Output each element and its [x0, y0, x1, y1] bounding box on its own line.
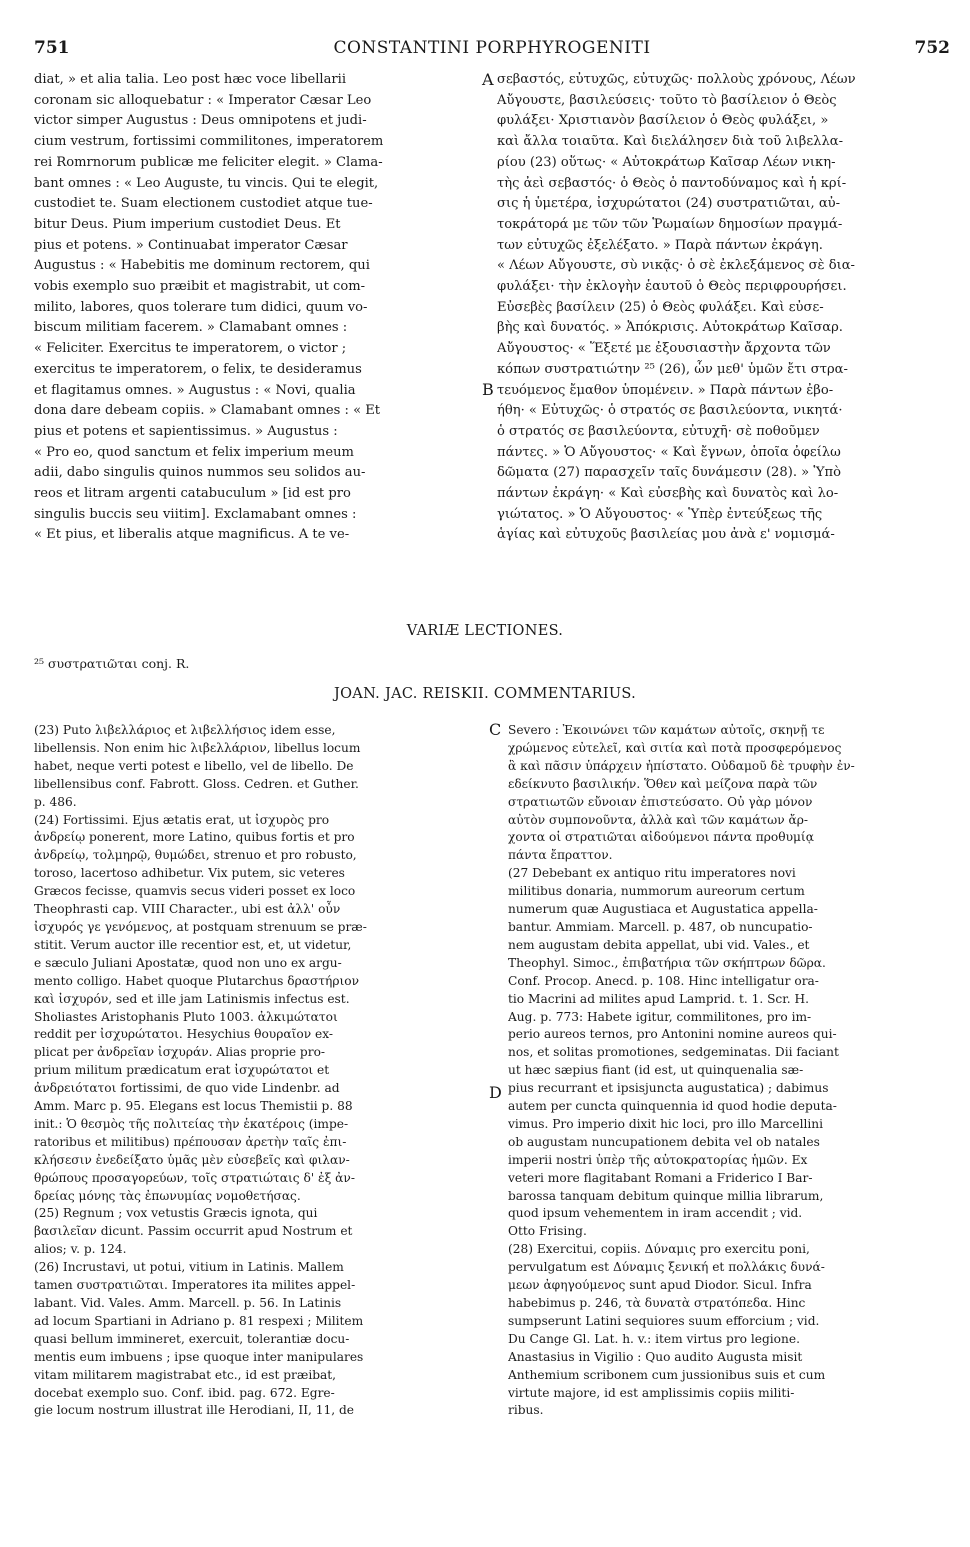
commentary-line: habet, neque verti potest e libello, vel de libello. De: [34, 758, 354, 773]
commentary-line: numerum quæ Augustiaca et Augustatica appella-: [508, 902, 818, 917]
commentary-line: εδείκνυτο βασιλικήν. Ὅθεν καὶ μείζονα παρὰ τῶν: [508, 776, 818, 791]
margin-marker-b: B: [482, 380, 494, 399]
commentary-line: libellensibus conf. Fabrott. Gloss. Cedren. et Guther.: [34, 776, 359, 791]
commentary-line: perio aureos ternos, pro Antonini nomine aureos qui-: [508, 1027, 837, 1042]
commentary-line: (25) Regnum ; vox vetustis Græcis ignota, qui: [34, 1206, 318, 1221]
text-line: φυλάξει· Χριστιανὸν βασίλειον ὁ Θεὸς φυλάξει, »: [497, 113, 829, 129]
commentary-line: ἀνδρειότατοι fortissimi, de quo vide Lindenbr. ad: [34, 1081, 340, 1096]
commentary-line: init.: Ὁ θεσμὸς τῆς πολιτείας τὴν ἑκατέροις (impe-: [34, 1116, 349, 1131]
variae-lectiones-heading: VARIÆ LECTIONES.: [406, 623, 564, 639]
text-line: reos et litram argenti catabuculum » [id est pro: [34, 486, 351, 502]
commentary-line: e sæculo Juliani Apostatæ, quod non uno ex argu-: [34, 955, 342, 970]
commentary-line: πάντα ἔπραττον.: [508, 848, 613, 863]
commentary-line: plicat per ἀνδρεῖαν ἰσχυράν. Alias proprie pro-: [34, 1045, 326, 1060]
text-line: Αὔγουστε, βασιλεύσεις· τοῦτο τὸ βασίλειον ὁ Θεὸς: [497, 92, 837, 108]
commentary-line: reddit per ἰσχυρώτατοι. Hesychius θουραῖον ex-: [34, 1027, 333, 1042]
text-line: cium vestrum, fortissimi commilitones, imperatorem: [34, 134, 384, 150]
commentary-heading: JOAN. JAC. REISKII. COMMENTARIUS.: [334, 686, 636, 702]
text-line: « Feliciter. Exercitus te imperatorem, o victor ;: [34, 341, 347, 357]
text-line: exercitus te imperatorem, o felix, te desideramus: [34, 361, 362, 377]
commentary-line: vitam militarem magistrabat etc., id est præibat,: [34, 1367, 337, 1382]
variant-reading-note: ²⁵ συστρατιῶται conj. R.: [34, 656, 190, 671]
text-line: κόπων συστρατιώτην ²⁵ (26), ὧν μεθ' ὑμῶν ἔτι στρα-: [497, 361, 848, 377]
commentary-line: mento colligo. Habet quoque Plutarchus δραστήριον: [34, 973, 360, 988]
page-header: [34, 38, 950, 62]
commentary-line: alios; v. p. 124.: [34, 1242, 127, 1257]
commentary-line: θρώπους προσαγορεύων, τοῖς στρατιώταις δ' ἐξ ἀν-: [34, 1170, 355, 1185]
commentary-line: gie locum nostrum illustrat ille Herodiani, II, 11, de: [34, 1403, 355, 1418]
commentary-line: Anastasius in Vigilio : Quo audito Augusta misit: [508, 1349, 803, 1364]
commentary-line: ad locum Spartiani in Adriano p. 81 respexi ; Militem: [34, 1313, 364, 1328]
text-line: Εὐσεβὲς βασίλειν (25) ὁ Θεὸς φυλάξει. Καὶ εὐσε-: [497, 299, 824, 315]
commentary-line: mentis eum imbuens ; ipse quoque inter manipulares: [34, 1349, 364, 1364]
commentary-line: ratoribus et militibus) πρέπουσαν ἀρετὴν ταῖς ἐπι-: [34, 1134, 347, 1149]
commentary-line: autem per cuncta quinquennia id quod hodie deputa-: [508, 1099, 837, 1114]
commentary-line: χρώμενος εὐτελεῖ, καὶ σιτία καὶ ποτὰ προσφερόμενος: [508, 740, 842, 755]
text-line: Augustus : « Habebitis me dominum rectorem, qui: [34, 258, 370, 274]
commentary-line: Severo : Ἐκοινώνει τῶν καμάτων αὐτοῖς, σκηνῇ τε: [508, 723, 825, 737]
latin-text-column: [34, 70, 480, 546]
commentary-line: (28) Exercitui, copiis. Δύναμις pro exercitu poni,: [508, 1242, 810, 1257]
text-line: custodiet te. Suam electionem custodiet atque tue-: [34, 196, 373, 212]
commentary-line: pius recurrant et ipsisjuncta augustatica) ; dabimus: [508, 1081, 829, 1096]
margin-marker-c: C: [489, 720, 502, 739]
commentary-line: Græcos fecisse, quamvis secus videri posset ex loco: [34, 884, 356, 899]
text-line: rei Romrnorum publicæ me feliciter elegit. » Clama-: [34, 154, 383, 170]
commentary-line: ut hæc sæpius fiant (id est, ut quinquenalia sæ-: [508, 1063, 804, 1078]
text-line: πάντων ἐκράγη· « Καὶ εὐσεβὴς καὶ δυνατὸς καὶ λο-: [497, 486, 839, 502]
text-line: coronam sic alloquebatur : « Imperator Cæsar Leo: [34, 92, 372, 108]
text-line: ἁγίας καὶ εὐτυχοῦς βασιλείας μου ἀνὰ ε' νομισμά-: [497, 527, 835, 543]
commentary-line: stitit. Verum auctor ille recentior est, et, ut videtur,: [34, 937, 352, 952]
commentary-line: (23) Puto λιβελλάριος et λιβελλήσιος idem esse,: [34, 723, 336, 737]
commentary-line: ob augustam nuncupationem debita vel ob natales: [508, 1134, 820, 1149]
text-line: ρίου (23) οὕτως· « Αὐτοκράτωρ Καῖσαρ Λέων νικη-: [497, 154, 836, 170]
text-line: ὁ στρατός σε βασιλεύοντα, εὐτυχῆ· σὲ ποθοῦμεν: [497, 423, 820, 439]
commentary-line: toroso, lacertoso adhibetur. Vix putem, sic veteres: [34, 866, 345, 881]
text-line: γιώτατος. » Ὁ Αὔγουστος· « Ὑπὲρ ἐντεύξεως τῆς: [497, 506, 823, 522]
commentary-line: veteri more flagitabant Romani a Friderico I Bar-: [508, 1170, 813, 1185]
text-line: σεβαστός, εὐτυχῶς, εὐτυχῶς· πολλοὺς χρόνους, Λέων: [497, 72, 856, 87]
text-line: et flagitamus omnes. » Augustus : « Novi, qualia: [34, 382, 356, 398]
commentary-line: βασιλεῖαν dicunt. Passim occurrit apud Nostrum et: [34, 1224, 353, 1239]
commentary-line: bantur. Ammiam. Marcell. p. 487, ob nuncupatio-: [508, 919, 813, 934]
commentary-line: barossa tanquam debitum quinque millia librarum,: [508, 1188, 824, 1203]
commentary-line: αὐτὸν συμπονοῦντα, ἀλλὰ καὶ τῶν καμάτων ἄρ-: [508, 812, 809, 827]
commentary-line: militibus donaria, nummorum aureorum certum: [508, 884, 805, 899]
commentary-line: prium militum prædicatum erat ἰσχυρώτατοι et: [34, 1063, 330, 1078]
commentary-line: χοντα οἱ στρατιῶται αἰδούμενοι πάντα προθυμίᾳ: [508, 830, 814, 845]
page-number-left: 751: [34, 38, 70, 58]
commentary-line: nos, et solitas promotiones, sedgeminatas. Dii faciant: [508, 1045, 839, 1060]
commentary-line: labant. Vid. Vales. Amm. Marcell. p. 56. In Latinis: [34, 1296, 342, 1310]
text-line: milito, labores, quos tolerare tum didici, quum vo-: [34, 299, 368, 315]
text-line: victor simper Augustus : Deus omnipotens et judi-: [34, 113, 367, 129]
commentary-line: κλήσεσιν ἐνεδείξατο ὑμᾶς μὲν εὐσεβεῖς καὶ φιλαν-: [34, 1152, 350, 1167]
text-line: Αὔγουστος· « Ἕξετέ με ἐξουσιαστὴν ἄρχοντα τῶν: [497, 341, 831, 357]
text-line: πάντες. » Ὁ Αὔγουστος· « Καὶ ἔγνων, ὁποῖα ὀφείλω: [497, 444, 841, 460]
commentary-line: στρατιωτῶν εὔνοιαν ἐπιστεύσατο. Οὐ γὰρ μόνον: [508, 794, 813, 809]
commentary-line: virtute majore, id est amplissimis copiis militi-: [508, 1385, 795, 1400]
commentary-line: (24) Fortissimi. Ejus ætatis erat, ut ἰσχυρὸς pro: [34, 812, 330, 827]
text-line: σις ἡ ὑμετέρα, ἰσχυρώτατοι (24) συστρατιῶται, αὐ-: [497, 196, 841, 212]
text-line: vobis exemplo suo præibit et magistrabit, ut com-: [34, 279, 366, 295]
commentary-line: Anthemium scribonem cum jussionibus suis et cum: [508, 1367, 826, 1382]
text-line: καὶ ἄλλα τοιαῦτα. Καὶ διελάλησεν διὰ τοῦ λιβελλα-: [497, 134, 844, 150]
commentary-line: Theophrasti cap. VIII Character., ubi est ἀλλ' οὖν: [34, 902, 341, 917]
greek-text-column: [497, 70, 953, 546]
text-line: biscum militiam facerem. » Clamabant omnes :: [34, 320, 348, 336]
text-line: τὴς ἀεὶ σεβαστός· ὁ Θεὸς ὁ παντοδύναμος καὶ ἡ κρί-: [497, 175, 847, 191]
commentary-line: sumpserunt Latini sequiores suum efforcium ; vid.: [508, 1313, 820, 1328]
commentary-line: (26) Incrustavi, ut potui, vitium in Latinis. Mallem: [34, 1260, 344, 1275]
text-line: pius et potens. » Continuabat imperator Cæsar: [34, 237, 348, 253]
text-line: dona dare debeam copiis. » Clamabant omnes : « Et: [34, 403, 381, 419]
commentary-line: μεων ἀφηγούμενος sunt apud Diodor. Sicul. Infra: [508, 1278, 812, 1293]
commentary-line: Sholiastes Aristophanis Pluto 1003. ἀλκιμώτατοι: [34, 1009, 338, 1024]
commentary-line: Du Cange Gl. Lat. h. v.: item virtus pro legione.: [508, 1331, 800, 1346]
page-number-right: 752: [914, 38, 950, 58]
text-line: τευόμενος ἔμαθον ὑπομένειν. » Παρὰ πάντων ἐβο-: [497, 382, 834, 398]
commentary-line: libellensis. Non enim hic λιβελλάριον, libellus locum: [34, 740, 361, 755]
text-line: singulis buccis seu viitim]. Exclamabant omnes :: [34, 506, 357, 522]
commentary-line: pervulgatum est Δύναμις ξενική et πολλάκις δυνά-: [508, 1260, 825, 1275]
commentary-line: καὶ ἰσχυρόν, sed et ille jam Latinismis infectus est.: [34, 991, 350, 1006]
commentary-line: δρείας μόνης τὰς ἐπωνυμίας νομοθετήσας.: [34, 1188, 301, 1203]
commentary-line: Aug. p. 773: Habete igitur, commilitones, pro im-: [508, 1009, 812, 1024]
commentary-line: Theophyl. Simoc., ἐπιβατήρια τῶν σκήπτρων δῶρα.: [508, 955, 826, 970]
commentary-left-column: [34, 722, 478, 1420]
commentary-line: quod ipsum vehementem in iram accendit ; vid.: [508, 1206, 803, 1221]
commentary-line: quasi bellum immineret, exercuit, tolerantiæ docu-: [34, 1331, 350, 1346]
commentary-line: vimus. Pro imperio dixit hic loci, pro illo Marcellini: [508, 1116, 824, 1131]
commentary-line: Conf. Procop. Anecd. p. 108. Hinc intelligatur ora-: [508, 973, 819, 988]
text-line: « Λέων Αὔγουστε, σὺ νικᾷς· ὁ σὲ ἐκλεξάμενος σὲ δια-: [497, 258, 855, 274]
commentary-right-column: [508, 722, 954, 1420]
text-line: των εὐτυχῶς ἐξελέξατο. » Παρὰ πάντων ἐκράγη.: [497, 237, 823, 253]
text-line: « Et pius, et liberalis atque magnificus. A te ve-: [34, 527, 350, 543]
text-line: δῶματα (27) παρασχεῖν ταῖς δυνάμεσιν (28). » Ὑπὸ: [497, 465, 841, 481]
commentary-line: habebimus p. 246, τὰ δυνατὰ στρατόπεδα. Hinc: [508, 1296, 806, 1310]
commentary-line: (27 Debebant ex antiquo ritu imperatores novi: [508, 866, 796, 881]
text-line: βὴς καὶ δυνατός. » Ἀπόκρισις. Αὐτοκράτωρ Καῖσαρ.: [497, 320, 843, 336]
commentary-line: ἀνδρείῳ ponerent, more Latino, quibus fortis et pro: [34, 830, 355, 845]
commentary-line: ἀνδρείῳ, τολμηρῷ, θυμώδει, strenuo et pro robusto,: [34, 848, 357, 863]
commentary-line: imperii nostri ὑπὲρ τῆς αὐτοκρατορίας ἡμῶν. Ex: [508, 1152, 808, 1167]
margin-marker-a: A: [482, 70, 494, 89]
text-line: « Pro eo, quod sanctum et felix imperium meum: [34, 444, 354, 460]
commentary-line: Amm. Marc p. 95. Elegans est locus Themistii p. 88: [34, 1099, 353, 1114]
text-line: diat, » et alia talia. Leo post hæc voce libellarii: [34, 72, 347, 87]
text-line: pius et potens et sapientissimus. » Augustus :: [34, 423, 338, 439]
commentary-line: ἃ καὶ πᾶσιν ὑπάρχειν ἠπίστατο. Οὐδαμοῦ δὲ τρυφὴν ἐν-: [508, 758, 855, 773]
text-line: τοκράτορά με τῶν τῶν Ῥωμαίων δημοσίων πραγμά-: [497, 216, 843, 232]
text-line: φυλάξει· τὴν ἐκλογὴν ἑαυτοῦ ὁ Θεὸς περιφρουρήσει.: [497, 279, 847, 295]
commentary-line: ἰσχυρός γε γενόμενος, at postquam strenuum se præ-: [34, 919, 367, 934]
running-title: CONSTANTINI PORPHYROGENITI: [333, 38, 651, 58]
commentary-line: docebat exemplo suo. Conf. ibid. pag. 672. Egre-: [34, 1385, 335, 1400]
commentary-line: nem augustam debita appellat, ubi vid. Vales., et: [508, 937, 810, 952]
commentary-line: Otto Frising.: [508, 1224, 587, 1239]
text-line: bant omnes : « Leo Auguste, tu vincis. Qui te elegit,: [34, 175, 379, 191]
text-line: adii, dabo singulis quinos nummos seu solidos au-: [34, 465, 366, 481]
commentary-line: ribus.: [508, 1403, 544, 1418]
commentary-line: tamen συστρατιῶται. Imperatores ita milites appel-: [34, 1278, 356, 1293]
commentary-line: tio Macrini ad milites apud Lamprid. t. 1. Scr. H.: [508, 991, 809, 1006]
text-line: ήθη· « Εὐτυχῶς· ὁ στρατός σε βασιλεύοντα, νικητά·: [497, 403, 843, 419]
margin-marker-d: D: [489, 1083, 502, 1102]
text-line: bitur Deus. Pium imperium custodiet Deus. Et: [34, 216, 341, 232]
commentary-line: p. 486.: [34, 794, 77, 809]
